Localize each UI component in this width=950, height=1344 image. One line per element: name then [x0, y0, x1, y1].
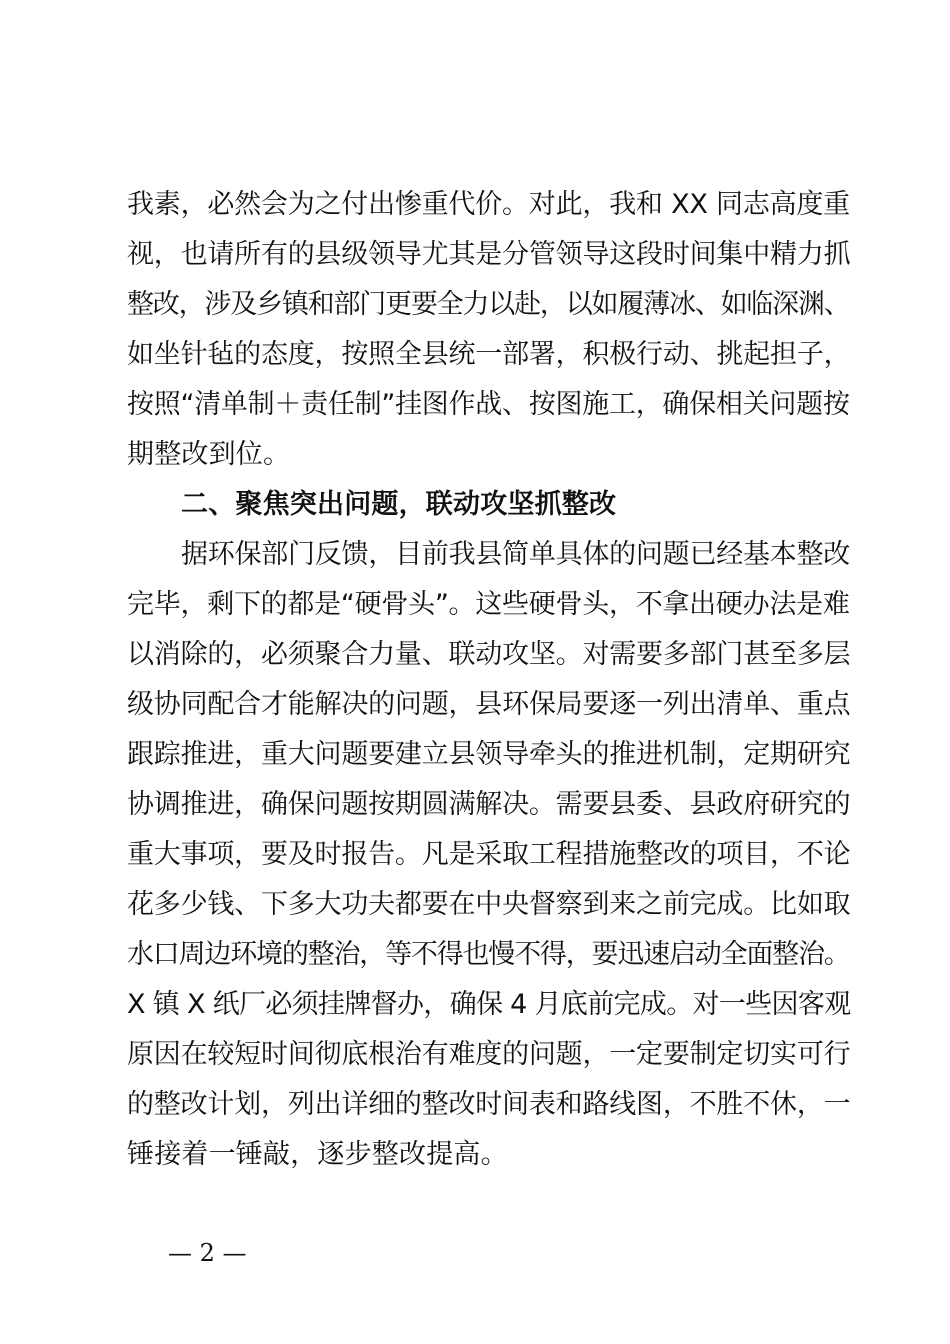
page-number: — 2 — — [168, 1239, 247, 1267]
body-line-18: 原因在较短时间彻底根治有难度的问题，一定要制定切实可行 — [127, 1039, 851, 1070]
body-line-4: 如坐针毡的态度，按照全县统一部署，积极行动、挑起担子， — [127, 339, 851, 370]
body-line-16: 水口周边环境的整治，等不得也慢不得，要迅速启动全面整治。 — [127, 939, 850, 970]
body-line-12: 跟踪推进，重大问题要建立县领导牵头的推进机制，定期研究 — [127, 739, 851, 770]
body-line-13: 协调推进，确保问题按期圆满解决。需要县委、县政府研究的 — [127, 789, 851, 820]
body-line-5: 按照“清单制＋责任制”挂图作战、按图施工，确保相关问题按 — [127, 389, 850, 420]
body-line-15: 花多少钱、下多大功夫都要在中央督察到来之前完成。比如取 — [127, 889, 851, 920]
body-line-1: 我素，必然会为之付出惨重代价。对此，我和 XX 同志高度重 — [127, 189, 850, 220]
paragraph-first-line: 据环保部门反馈，目前我县简单具体的问题已经基本整改 — [181, 539, 850, 570]
body-line-19: 的整改计划，列出详细的整改时间表和路线图，不胜不休，一 — [127, 1089, 851, 1120]
body-line-3: 整改，涉及乡镇和部门更要全力以赴，以如履薄冰、如临深渊、 — [127, 289, 850, 320]
body-line-20: 锤接着一锤敲，逐步整改提高。 — [127, 1139, 508, 1170]
body-line-6: 期整改到位。 — [127, 439, 291, 470]
body-line-2: 视，也请所有的县级领导尤其是分管领导这段时间集中精力抓 — [127, 239, 851, 270]
body-line-11: 级协同配合才能解决的问题，县环保局要逐一列出清单、重点 — [127, 689, 851, 720]
body-line-17: X 镇 X 纸厂必须挂牌督办，确保 4 月底前完成。对一些因客观 — [127, 989, 851, 1020]
body-line-14: 重大事项，要及时报告。凡是采取工程措施整改的项目，不论 — [127, 839, 851, 870]
body-line-9: 完毕，剩下的都是“硬骨头”。这些硬骨头，不拿出硬办法是难 — [127, 589, 850, 620]
section-heading: 二、聚焦突出问题，联动攻坚抓整改 — [181, 489, 617, 520]
body-line-10: 以消除的，必须聚合力量、联动攻坚。对需要多部门甚至多层 — [127, 639, 851, 670]
